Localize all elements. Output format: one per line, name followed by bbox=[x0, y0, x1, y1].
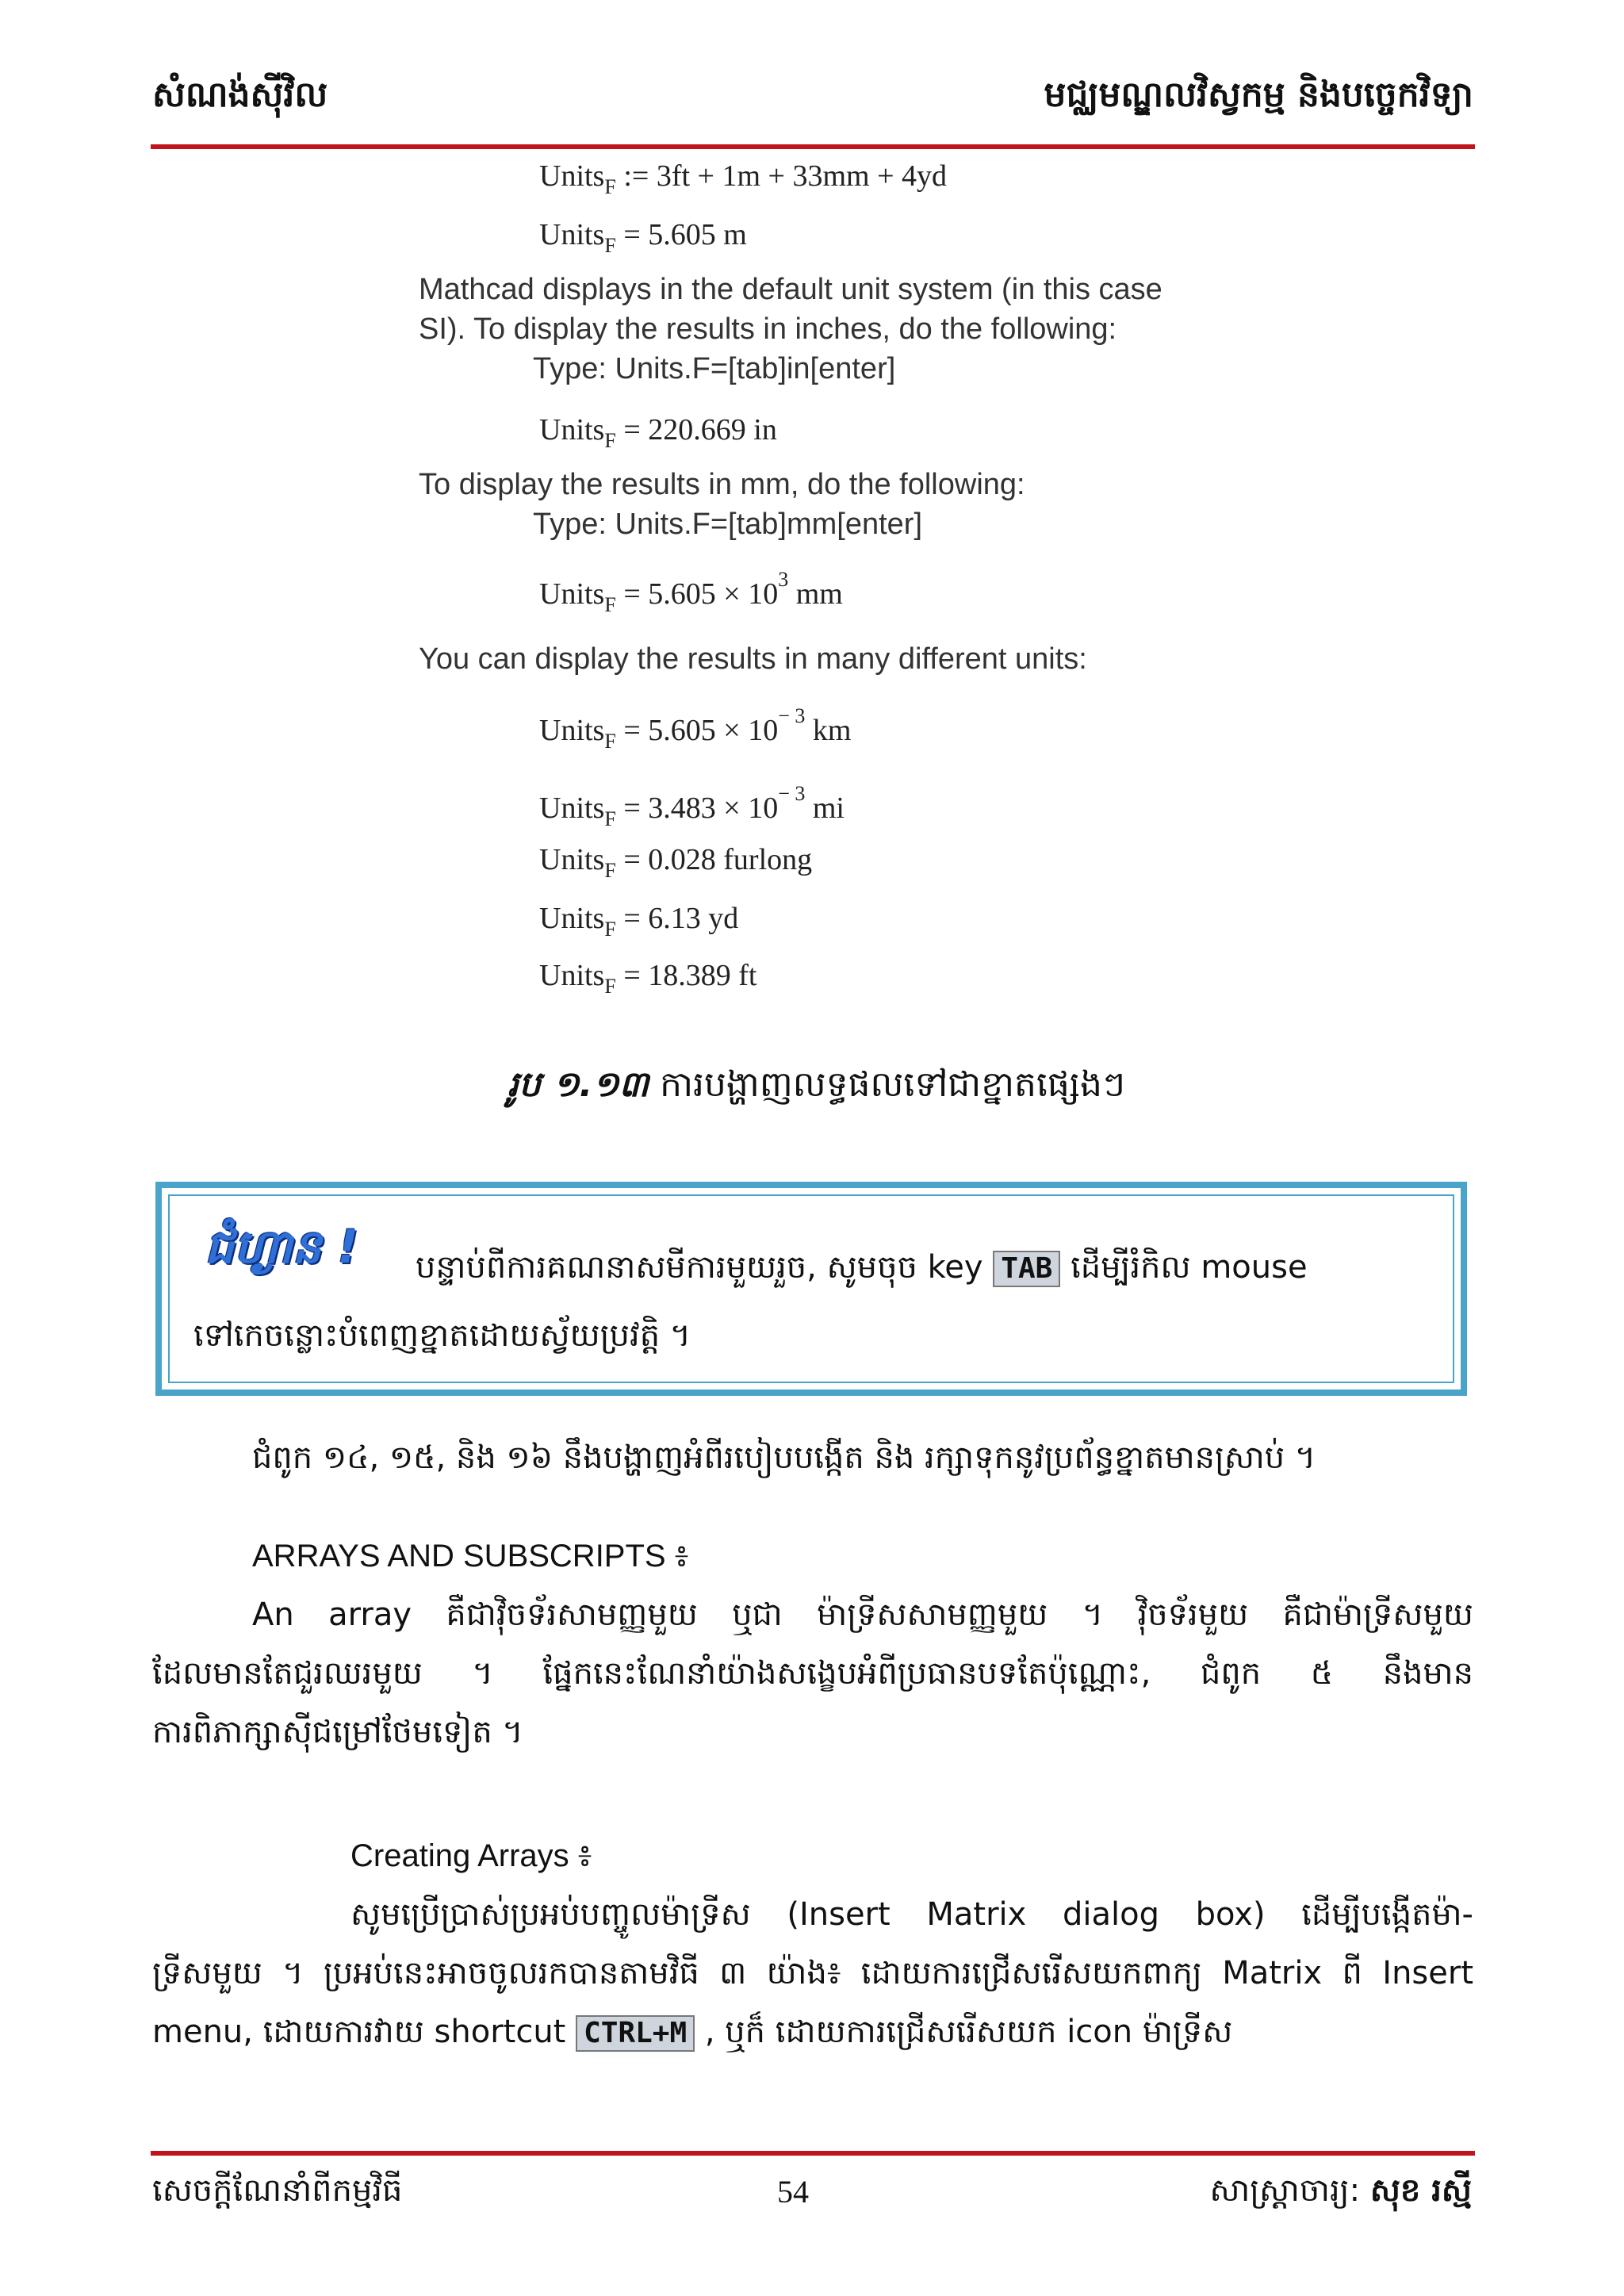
paragraph-creating-line-3-b: , ឬក៏ ដោយការជ្រើសរើសយក icon ម៉ាទ្រីស bbox=[704, 2014, 1233, 2050]
paragraph-arrays-line-3: ការពិភាក្សាស៊ីជម្រៅថែមទៀត ។ bbox=[152, 1714, 523, 1750]
tip-box-inner bbox=[168, 1194, 1454, 1383]
figure-text-3: You can display the results in many different units: bbox=[419, 642, 1087, 676]
tab-key-icon: TAB bbox=[993, 1251, 1060, 1287]
figure-type-1: Type: Units.F=[tab]in[enter] bbox=[533, 352, 896, 385]
equation-6: Units$_F$ = $3.483 \times 10^{- 3}$ mi bbox=[539, 782, 845, 830]
equation-1: Units$_F$ := 3ft + 1m + 33mm + 4yd bbox=[539, 159, 947, 198]
figure-caption bbox=[508, 1063, 1125, 1114]
figure-text-1a: Mathcad displays in the default unit system (in this case bbox=[419, 273, 1162, 306]
equation-9: Units$_F$ = 18.389 ft bbox=[539, 959, 757, 998]
caption-label: រូប ១.១៣ bbox=[508, 1064, 649, 1105]
ctrl-m-key-icon: CTRL+M bbox=[576, 2015, 695, 2052]
tip-line-2: ទៅកេចន្លោះបំពេញខ្នាតដោយស្វ័យប្រវត្តិ ។ bbox=[193, 1317, 691, 1354]
figure-text-2: To display the results in mm, do the following: bbox=[419, 468, 1025, 501]
equation-8: Units$_F$ = 6.13 yd bbox=[539, 902, 739, 941]
figure-type-2: Type: Units.F=[tab]mm[enter] bbox=[533, 508, 923, 541]
paragraph-units: ជំពូក ១៤, ១៥, និង ១៦ នឹងបង្ហាញអំពីរបៀបបង្កើត និង រក្សាទុកនូវប្រព័ន្ធខ្នាតមានស្រាប់ ។ bbox=[252, 1439, 1316, 1476]
caption-text: ការបង្ហាញលទ្ធផលទៅជាខ្នាតផ្សេងៗ bbox=[660, 1064, 1125, 1105]
paragraph-creating-line-3-a: menu, ដោយការវាយ shortcut bbox=[152, 2014, 566, 2050]
figure-text-1b: SI). To display the results in inches, do the following: bbox=[419, 312, 1117, 346]
footer-left: សេចក្តីណែនាំពីកម្មវិធី bbox=[152, 2172, 403, 2209]
footer-rule bbox=[151, 2151, 1475, 2156]
footer-right-label: សាស្ត្រាចារ្យ: bbox=[1209, 2172, 1361, 2209]
footer-right bbox=[1209, 2170, 1472, 2217]
page-number: 54 bbox=[777, 2174, 809, 2210]
section-heading-creating-arrays: Creating Arrays ៖ bbox=[350, 1838, 592, 1873]
equation-4: Units$_F$ = $5.605 \times 10^3$ mm bbox=[539, 568, 843, 616]
header-rule bbox=[151, 144, 1475, 149]
equation-2: Units$_F$ = 5.605 m bbox=[539, 218, 747, 257]
header-right: មជ្ឈមណ្ឌលវិស្វកម្ម និងបច្ចេកវិទ្យា bbox=[1044, 75, 1473, 115]
tip-line-1-text: បន្ទាប់ពីការគណនាសមីការមួយរួច, សូមចុច key bbox=[416, 1249, 983, 1286]
tip-box bbox=[155, 1182, 1467, 1396]
equation-7: Units$_F$ = 0.028 furlong bbox=[539, 843, 813, 882]
tip-line-1 bbox=[416, 1247, 1308, 1294]
paragraph-creating-line-1: សូមប្រើប្រាស់ប្រអប់បញ្ចូលម៉ាទ្រីស (Insert Matrix dialog box) ដើម្បីបង្កើតម៉ា- bbox=[350, 1896, 1473, 1933]
paragraph-creating-line-3 bbox=[152, 2011, 1473, 2058]
tip-title: ជំហ្ងាន ! bbox=[205, 1220, 358, 1274]
equation-5: Units$_F$ = $5.605 \times 10^{- 3}$ km bbox=[539, 704, 852, 753]
tip-line-1-text-b: ដើម្បីរំកិល mouse bbox=[1071, 1249, 1308, 1286]
header-left: សំណង់ស៊ីវិល bbox=[152, 75, 328, 115]
paragraph-arrays-line-2: ដែលមានតែជួរឈរមួយ ។ ផ្នែកនេះណែនាំយ៉ាងសង្ខេបអំពីប្រធានបទតែប៉ុណ្ណោះ, ជំពូក ៥ នឹងមាន bbox=[152, 1655, 1473, 1692]
equation-3: Units$_F$ = 220.669 in bbox=[539, 413, 777, 452]
paragraph-creating-line-2: ទ្រីសមួយ ។ ប្រអប់នេះអាចចូលរកបានតាមវិធី ៣ យ៉ាង៖ ដោយការជ្រើសរើសយកពាក្យ Matrix ពី Insert bbox=[152, 1955, 1473, 1991]
footer-author-name: សុខ រស្មី bbox=[1369, 2172, 1472, 2209]
paragraph-arrays-line-1: An array គឺជាវ៉ិចទ័រសាមញ្ញមួយ ឬជា ម៉ាទ្រីសសាមញ្ញមួយ ។ វ៉ិចទ័រមួយ គឺជាម៉ាទ្រីសមួយ bbox=[252, 1596, 1473, 1633]
section-heading-arrays: ARRAYS AND SUBSCRIPTS ៖ bbox=[252, 1539, 689, 1573]
